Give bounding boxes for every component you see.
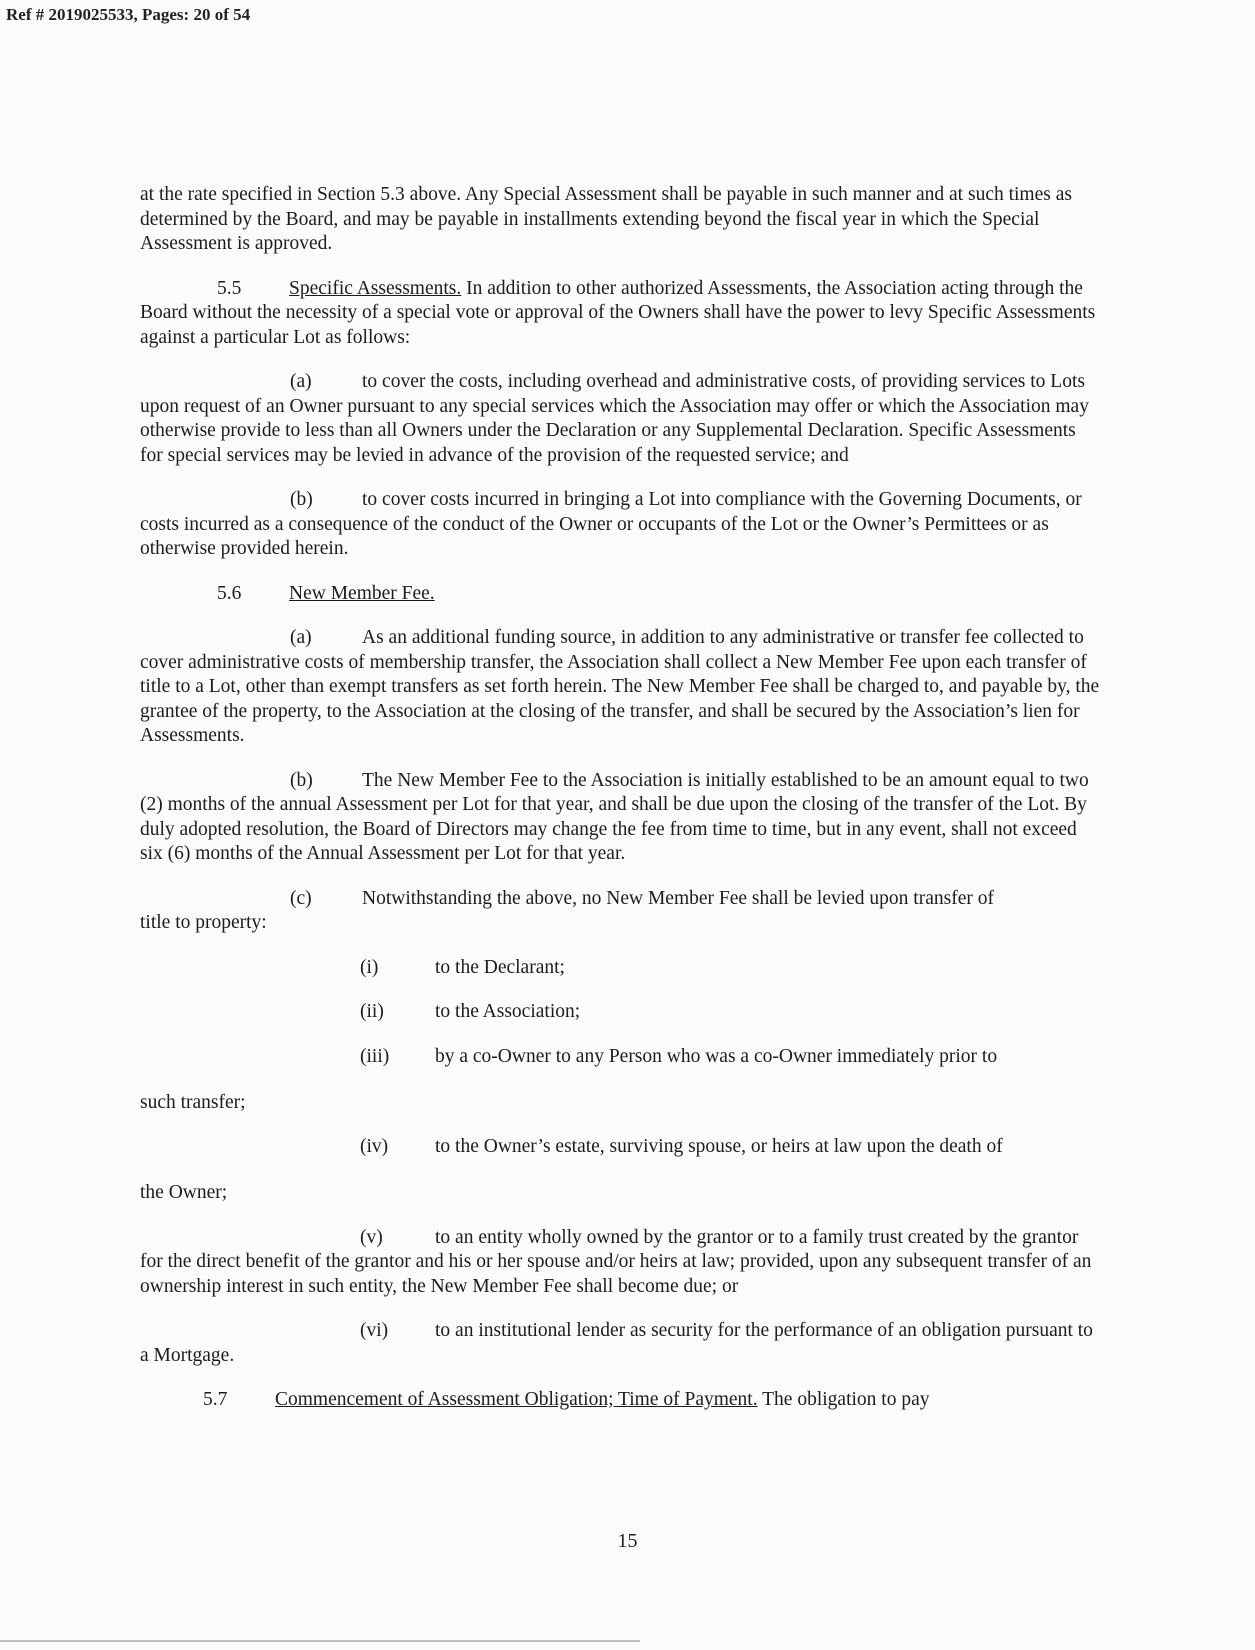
item-number: (v) <box>360 1226 383 1248</box>
section-5-7 <box>140 1388 1100 1413</box>
section-text: The obligation to pay <box>757 1389 930 1410</box>
subsection-continuation: title to property: <box>140 912 267 933</box>
document-reference-header: Ref # 2019025533, Pages: 20 of 54 <box>6 5 251 24</box>
item-text: to an institutional lender as security for the performance of an obligation pursuant to a Mortgage. <box>140 1320 1093 1366</box>
section-5-6-a <box>140 626 1100 749</box>
item-number: (ii) <box>360 1001 384 1022</box>
section-number: 5.6 <box>217 582 242 604</box>
item-number: (vi) <box>360 1320 389 1341</box>
intro-paragraph: at the rate specified in Section 5.3 above. Any Special Assessment shall be payable in such manner and at such times as determined by the Board, and may be payable in installments extending beyond the fiscal year in which the Special Assessment is approved. <box>140 184 1072 254</box>
section-5-5-b <box>140 488 1100 562</box>
page-number: 15 <box>617 1530 638 1552</box>
item-continuation: the Owner; <box>140 1182 228 1203</box>
exempt-item-iii <box>140 1045 1100 1116</box>
exempt-item-vi <box>140 1319 1100 1368</box>
exempt-item-i <box>140 956 1100 981</box>
section-title: Specific Assessments. <box>289 277 462 299</box>
item-continuation: such transfer; <box>140 1091 246 1113</box>
subsection-text: As an additional funding source, in addition to any administrative or transfer fee collected to cover administrative costs of membership transfer, the Association shall collect a New Member Fee upon each transfer of title to a Lot, other than exempt transfers as set forth herein. The New Member Fee shall be charged to, and payable by, the grantee of the property, to the Association at the closing of the transfer, and shall be secured by the Association’s lien for Assessments. <box>140 627 1100 746</box>
section-title: New Member Fee. <box>289 582 435 604</box>
footer-divider <box>0 1640 640 1642</box>
item-number: (i) <box>360 956 379 978</box>
item-text: to the Owner’s estate, surviving spouse, or heirs at law upon the death of <box>435 1136 1003 1157</box>
subsection-text: to cover the costs, including overhead and administrative costs, of providing services to Lots upon request of an Owner pursuant to any special services which the Association may offer or which the Association may otherwise provide to less than all Owners under the Declaration or any Supplemental Declaration. Specific Assessments for special services may be levied in advance of the provision of the requested service; and <box>140 371 1089 466</box>
subsection-label: (b) <box>290 769 313 791</box>
section-number: 5.5 <box>217 277 242 299</box>
exempt-item-ii <box>140 1000 1100 1025</box>
subsection-label: (a) <box>290 627 312 648</box>
subsection-label: (c) <box>290 887 312 909</box>
item-text: to the Declarant; <box>435 956 565 978</box>
section-number: 5.7 <box>203 1389 228 1410</box>
section-5-5 <box>140 277 1100 351</box>
subsection-label: (a) <box>290 371 312 392</box>
section-5-6-b <box>140 769 1100 867</box>
subsection-label: (b) <box>290 489 313 510</box>
subsection-text: to cover costs incurred in bringing a Lot into compliance with the Governing Documents, or costs incurred as a consequence of the conduct of the Owner or occupants of the Lot or the Owner’s Permittees or as otherwise provided herein. <box>140 489 1082 559</box>
item-text: by a co-Owner to any Person who was a co-Owner immediately prior to <box>435 1045 998 1067</box>
exempt-item-iv <box>140 1135 1100 1206</box>
section-text: In addition to other authorized Assessments, the Association acting through the Board without the necessity of a special vote or approval of the Owners shall have the power to levy Specific Assessments against a particular Lot as follows: <box>140 277 1096 348</box>
subsection-text: Notwithstanding the above, no New Member Fee shall be levied upon transfer of <box>362 887 994 909</box>
item-text: to the Association; <box>435 1001 581 1022</box>
item-text: to an entity wholly owned by the grantor or to a family trust created by the grantor for the direct benefit of the grantor and his or her spouse and/or heirs at law; provided, upon any subsequent transfer of an ownership interest in such entity, the New Member Fee shall become due; or <box>140 1226 1092 1297</box>
subsection-text: The New Member Fee to the Association is initially established to be an amount equal to two (2) months of the annual Assessment per Lot for that year, and shall be due upon the closing of the transfer of the Lot. By duly adopted resolution, the Board of Directors may change the fee from time to time, but in any event, shall not exceed six (6) months of the Annual Assessment per Lot for that year. <box>140 769 1089 864</box>
item-number: (iii) <box>360 1045 390 1067</box>
section-5-6 <box>140 582 1100 607</box>
section-title: Commencement of Assessment Obligation; Time of Payment. <box>275 1389 758 1410</box>
section-5-6-c <box>140 887 1100 936</box>
item-number: (iv) <box>360 1136 389 1157</box>
section-5-5-a <box>140 370 1100 468</box>
exempt-item-v <box>140 1226 1100 1300</box>
document-body <box>140 183 1100 1413</box>
